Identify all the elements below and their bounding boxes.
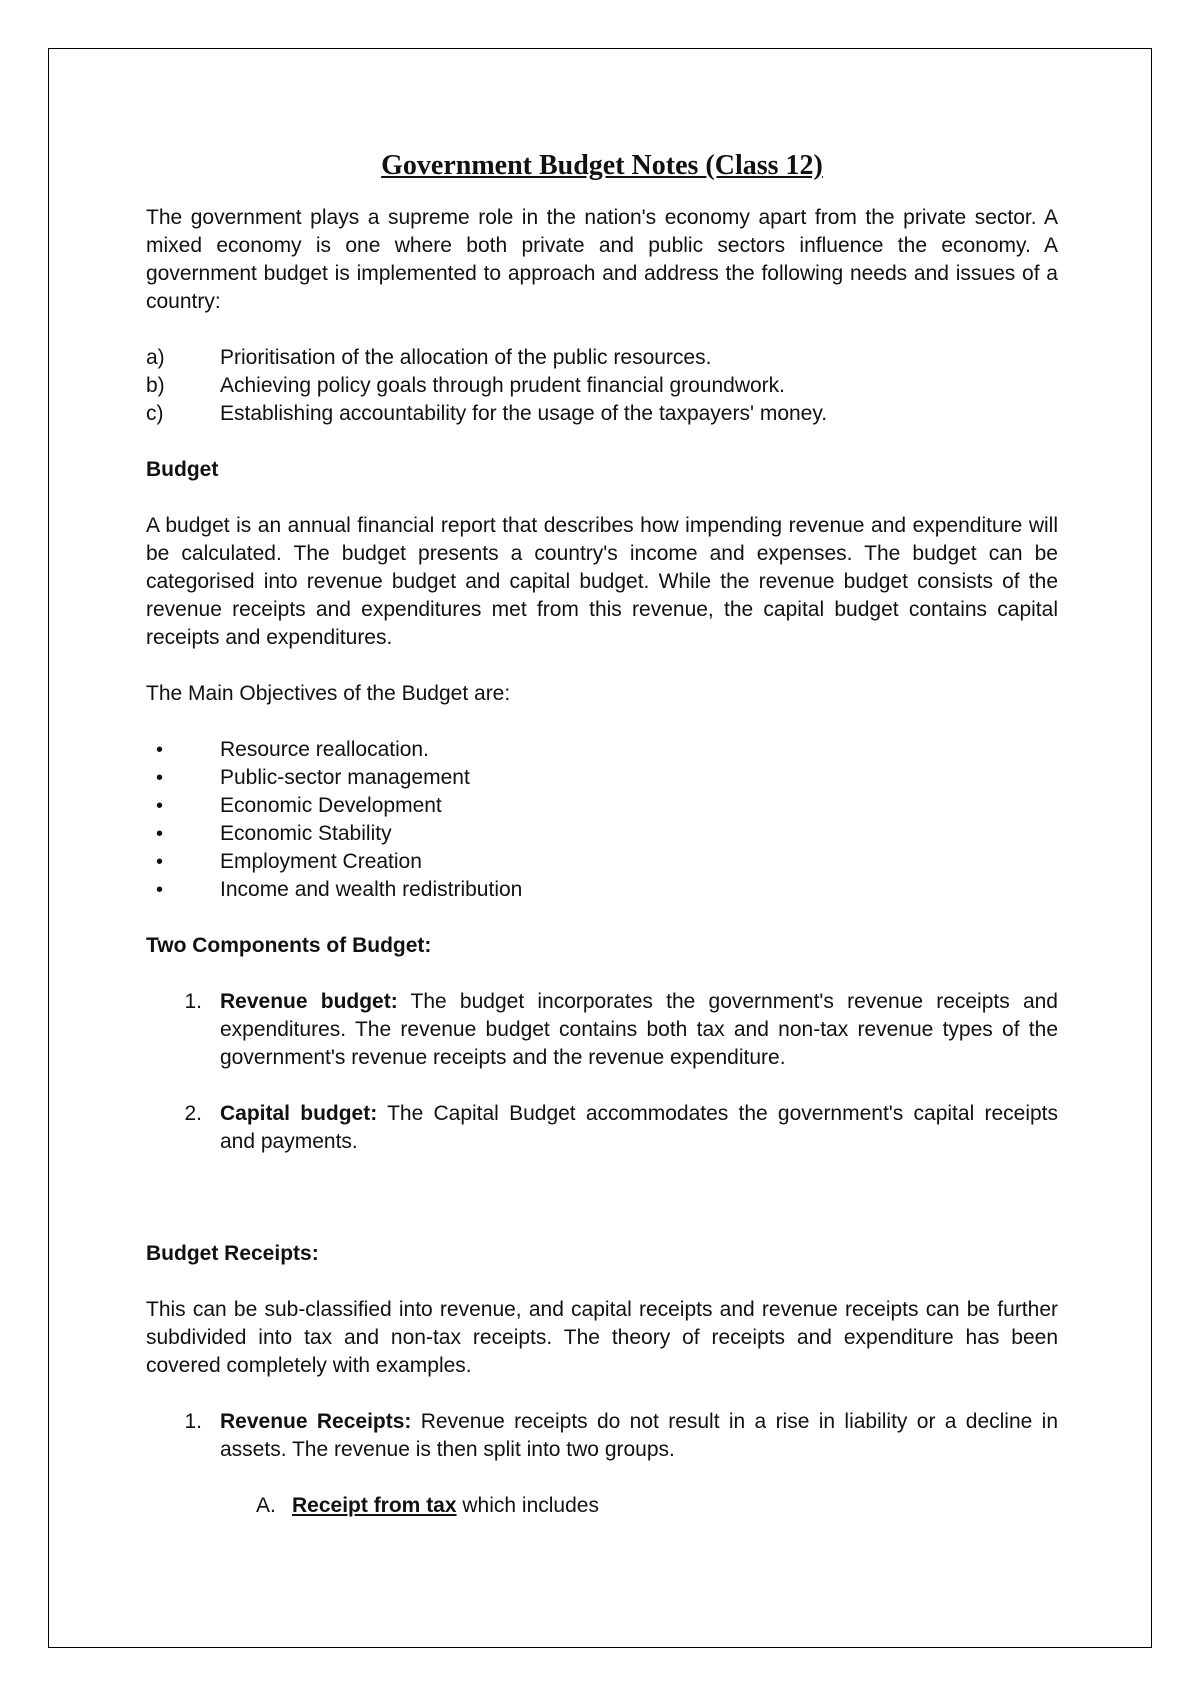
list-marker: 1.: [184, 1410, 202, 1433]
tax-item-text: which includes: [456, 1494, 599, 1517]
bullet-icon: •: [156, 767, 164, 789]
bullet-icon: •: [156, 851, 164, 873]
components-list: [146, 988, 1058, 1156]
list-item: [146, 988, 1058, 1072]
list-marker: a): [146, 346, 165, 369]
list-marker: 1.: [184, 990, 202, 1013]
list-item: [146, 848, 1058, 876]
objectives-list: [146, 736, 1058, 904]
list-item: [146, 876, 1058, 904]
page-title: Government Budget Notes (Class 12): [381, 150, 823, 181]
receipts-list: [146, 1408, 1058, 1464]
list-marker: c): [146, 402, 164, 425]
list-item: [146, 1408, 1058, 1464]
needs-list: [146, 344, 1058, 428]
list-item: [146, 736, 1058, 764]
list-marker: b): [146, 374, 165, 397]
list-item-text: Prioritisation of the allocation of the public resources.: [220, 346, 712, 369]
list-item-text: Economic Development: [220, 794, 442, 817]
component-text: The Capital Budget accommodates the government's capital receipts and payments.: [220, 1102, 1058, 1153]
budget-heading: Budget: [146, 458, 219, 481]
list-item-text: Achieving policy goals through prudent financial groundwork.: [220, 374, 786, 397]
component-text: The budget incorporates the government's revenue receipts and expenditures. The revenue budget contains both tax and non-tax revenue types of the government's revenue receipts and the revenue expenditure.: [220, 990, 1058, 1069]
budget-paragraph: A budget is an annual financial report that describes how impending revenue and expenditure will be calculated. The budget presents a country's income and expenses. The budget can be categorised into revenue budget and capital budget. While the revenue budget consists of the revenue receipts and expenditures met from this revenue, the capital budget contains capital receipts and expenditures.: [146, 514, 1058, 649]
objectives-intro: The Main Objectives of the Budget are:: [146, 682, 511, 705]
list-item: [146, 820, 1058, 848]
list-item: [146, 344, 1058, 372]
receipts-text: Revenue receipts do not result in a rise in liability or a decline in assets. The revenue is then split into two groups.: [220, 1410, 1058, 1461]
bullet-icon: •: [156, 823, 164, 845]
list-item-text: Economic Stability: [220, 822, 392, 845]
components-heading: Two Components of Budget:: [146, 934, 432, 957]
component-label: Revenue budget:: [220, 990, 398, 1013]
list-item: [146, 792, 1058, 820]
bullet-icon: •: [156, 739, 164, 761]
tax-item: [146, 1492, 1058, 1520]
tax-item-label: Receipt from tax: [292, 1494, 457, 1517]
list-item: [146, 764, 1058, 792]
list-item-text: Income and wealth redistribution: [220, 878, 523, 901]
receipts-paragraph: This can be sub-classified into revenue, and capital receipts and revenue receipts can be further subdivided into tax and non-tax receipts. The theory of receipts and expenditure has been covered completely with examples.: [146, 1298, 1058, 1377]
list-item-text: Resource reallocation.: [220, 738, 429, 761]
list-item: [146, 400, 1058, 428]
component-label: Capital budget:: [220, 1102, 378, 1125]
list-item-text: Employment Creation: [220, 850, 422, 873]
list-item: [146, 372, 1058, 400]
list-marker: 2.: [184, 1102, 202, 1125]
list-item-text: Establishing accountability for the usage of the taxpayers' money.: [220, 402, 828, 425]
list-item-text: Public-sector management: [220, 766, 470, 789]
document-body: [146, 140, 1058, 1520]
intro-paragraph: The government plays a supreme role in the nation's economy apart from the private sector. A mixed economy is one where both private and public sectors influence the economy. A government budget is implemented to approach and address the following needs and issues of a country:: [146, 206, 1058, 313]
receipts-label: Revenue Receipts:: [220, 1410, 412, 1433]
list-item: [146, 1100, 1058, 1156]
list-marker: A.: [256, 1494, 276, 1517]
bullet-icon: •: [156, 795, 164, 817]
bullet-icon: •: [156, 879, 164, 901]
receipts-heading: Budget Receipts:: [146, 1242, 319, 1265]
